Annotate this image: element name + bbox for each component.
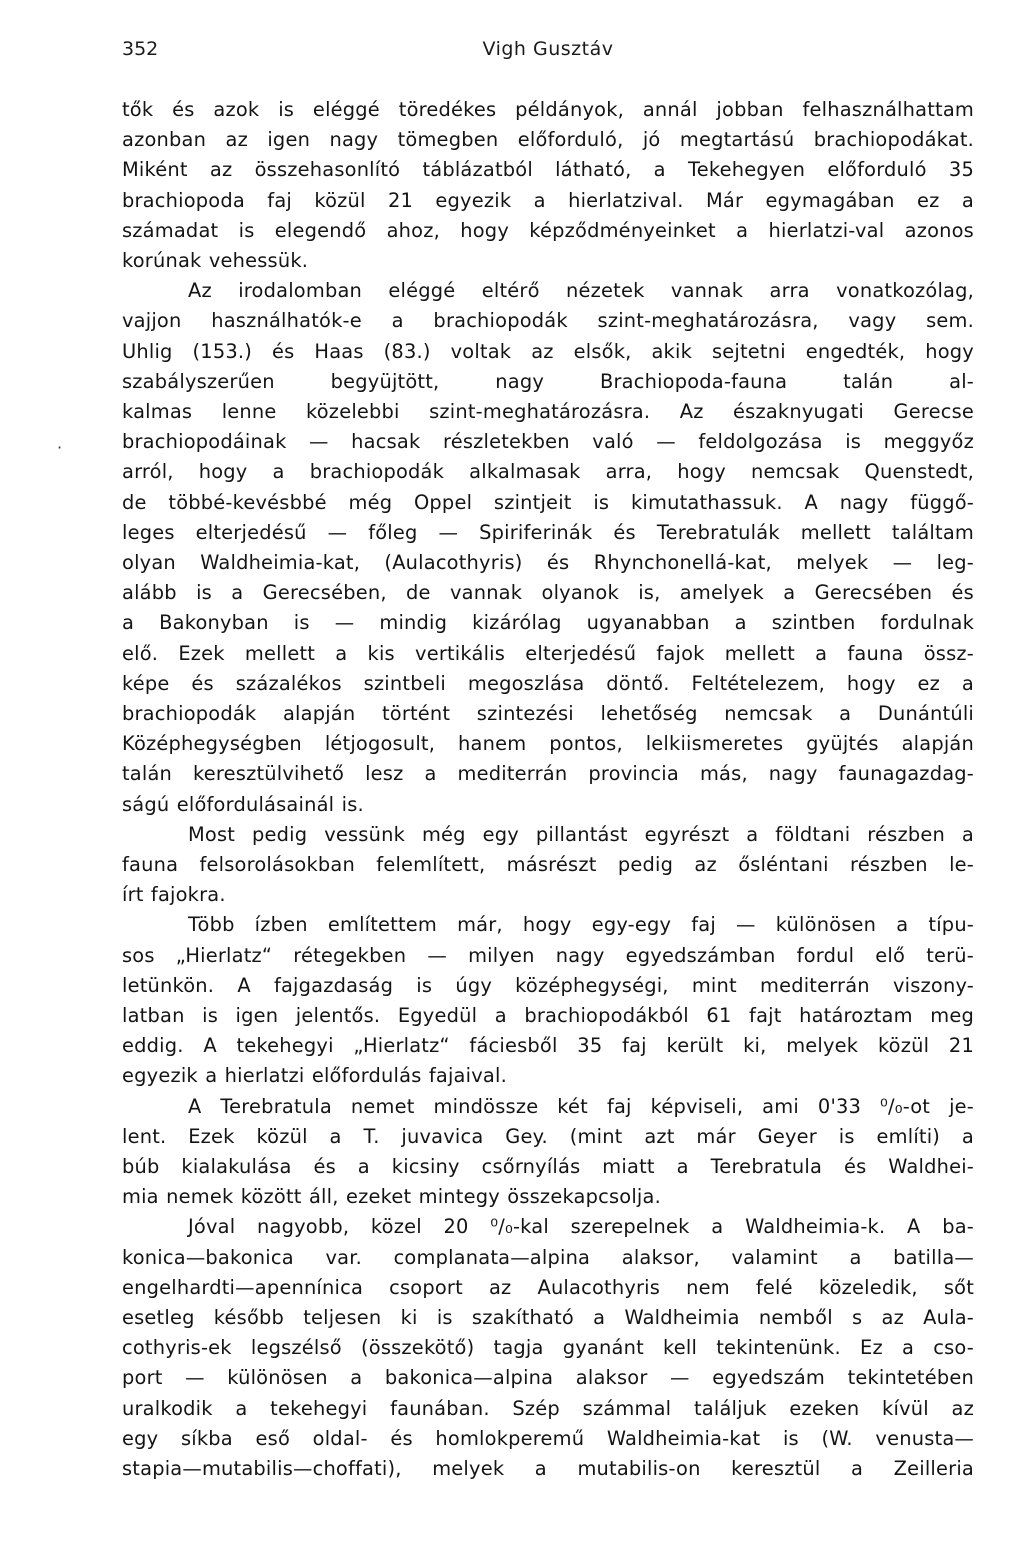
text-line: talán keresztülvihető lesz a mediterrán provincia más, nagy faunagazdag-	[122, 762, 974, 786]
text-line: Jóval nagyobb, közel 20 ⁰/₀-kal szerepelnek a Waldheimia-k. A ba-	[188, 1215, 974, 1239]
text-line: leges elterjedésű — főleg — Spiriferinák és Terebratulák mellett találtam	[122, 520, 974, 544]
text-line: esetleg később teljesen ki is szakítható a Waldheimia nemből s az Aula-	[122, 1306, 974, 1329]
text-line: fauna felsorolásokban felemlített, másrészt pedig az ősléntani részben le-	[122, 853, 974, 876]
text-line: eddig. A tekehegyi „Hierlatz“ fáciesből 35 faj került ki, melyek közül 21	[122, 1034, 974, 1058]
text-line: egy síkba eső oldal- és homlokperemű Waldheimia-kat is (W. venusta—	[122, 1426, 974, 1450]
text-line: elő. Ezek mellett a kis vertikális elterjedésű fajok mellett a fauna össz-	[122, 641, 974, 665]
text-line: engelhardti—apennínica csoport az Aulacothyris nem felé közeledik, sőt	[122, 1275, 974, 1299]
text-line: korúnak vehessük.	[122, 249, 309, 272]
page-number: 352	[122, 38, 159, 60]
text-line: Az irodalomban eléggé eltérő nézetek vannak arra vonatkozólag,	[188, 279, 974, 303]
text-line: képe és százalékos szintbeli megoszlása döntő. Feltételezem, hogy ez a	[122, 671, 974, 695]
text-line: latban is igen jelentős. Egyedül a brachiopodákból 61 fajt határoztam meg	[122, 1004, 974, 1027]
margin-mark: ·	[57, 438, 63, 457]
text-line: szabályszerűen begyüjtött, nagy Brachiopoda-fauna talán al-	[122, 369, 974, 393]
text-line: letünkön. A fajgazdaság is úgy középhegységi, mint mediterrán viszony-	[122, 973, 974, 997]
text-line: A Terebratula nemet mindössze két faj képviseli, ami 0'33 ⁰/₀-ot je-	[188, 1094, 974, 1118]
text-line: alább is a Gerecsében, de vannak olyanok is, amelyek a Gerecsében és	[122, 581, 974, 605]
text-line: Több ízben említettem már, hogy egy-egy faj — különösen a típu-	[188, 913, 974, 937]
text-line: brachiopodáinak — hacsak részletekben való — feldolgozása is meggyőz	[122, 430, 974, 454]
text-line: sos „Hierlatz“ rétegekben — milyen nagy egyedszámban fordul elő terü-	[122, 943, 974, 967]
text-line: Uhlig (153.) és Haas (83.) voltak az elsők, akik sejtetni engedték, hogy	[122, 339, 974, 363]
text-line: tők és azok is eléggé töredékes példányok, annál jobban felhasználhattam	[122, 98, 974, 121]
text-line: egyezik a hierlatzi előfordulás fajaival.	[122, 1064, 507, 1088]
text-line: stapia—mutabilis—choffati), melyek a mutabilis-on keresztül a Zeilleria	[122, 1457, 974, 1480]
text-line: arról, hogy a brachiopodák alkalmasak arra, hogy nemcsak Quenstedt,	[122, 460, 974, 484]
text-line: búb kialakulása és a kicsiny csőrnyílás miatt a Terebratula és Waldhei-	[122, 1155, 974, 1178]
text-line: Középhegységben létjogosult, hanem pontos, lelkiismeretes gyüjtés alapján	[122, 732, 974, 756]
text-line: írt fajokra.	[122, 883, 226, 907]
page-header	[122, 38, 974, 64]
text-line: kalmas lenne közelebbi szint-meghatározásra. Az északnyugati Gerecse	[122, 400, 974, 423]
text-line: lent. Ezek közül a T. juvavica Gey. (mint azt már Geyer is említi) a	[122, 1124, 974, 1148]
text-line: vajjon használhatók-e a brachiopodák szint-meghatározásra, vagy sem.	[122, 309, 974, 333]
text-line: a Bakonyban is — mindig kizárólag ugyanabban a szintben fordulnak	[122, 611, 974, 635]
text-line: de többé-kevésbbé még Oppel szintjeit is kimutathassuk. A nagy függő-	[122, 490, 974, 514]
text-line: olyan Waldheimia-kat, (Aulacothyris) és Rhynchonellá-kat, melyek — leg-	[122, 551, 974, 574]
text-line: számadat is elegendő ahoz, hogy képződményeinket a hierlatzi-val azonos	[122, 218, 974, 242]
text-line: mia nemek között áll, ezeket mintegy összekapcsolja.	[122, 1185, 661, 1209]
text-line: konica—bakonica var. complanata—alpina alaksor, valamint a batilla—	[122, 1245, 974, 1269]
text-line: brachiopodák alapján történt szintezési lehetőség nemcsak a Dunántúli	[122, 702, 974, 725]
text-line: port — különösen a bakonica—alpina alaksor — egyedszám tekintetében	[122, 1366, 974, 1390]
text-line: Miként az összehasonlító táblázatból látható, a Tekehegyen előforduló 35	[122, 158, 974, 182]
text-line: ságú előfordulásainál is.	[122, 792, 364, 816]
text-line: uralkodik a tekehegyi faunában. Szép számmal találjuk ezeken kívül az	[122, 1396, 974, 1420]
running-head: Vigh Gusztáv	[482, 38, 614, 60]
text-line: Most pedig vessünk még egy pillantást egyrészt a földtani részben a	[188, 822, 974, 846]
text-line: cothyris-ek legszélső (összekötő) tagja gyanánt kell tekintenünk. Ez a cso-	[122, 1336, 974, 1360]
text-line: azonban az igen nagy tömegben előforduló, jó megtartású brachiopodákat.	[122, 128, 974, 152]
text-line: brachiopoda faj közül 21 egyezik a hierlatzival. Már egymagában ez a	[122, 188, 974, 212]
